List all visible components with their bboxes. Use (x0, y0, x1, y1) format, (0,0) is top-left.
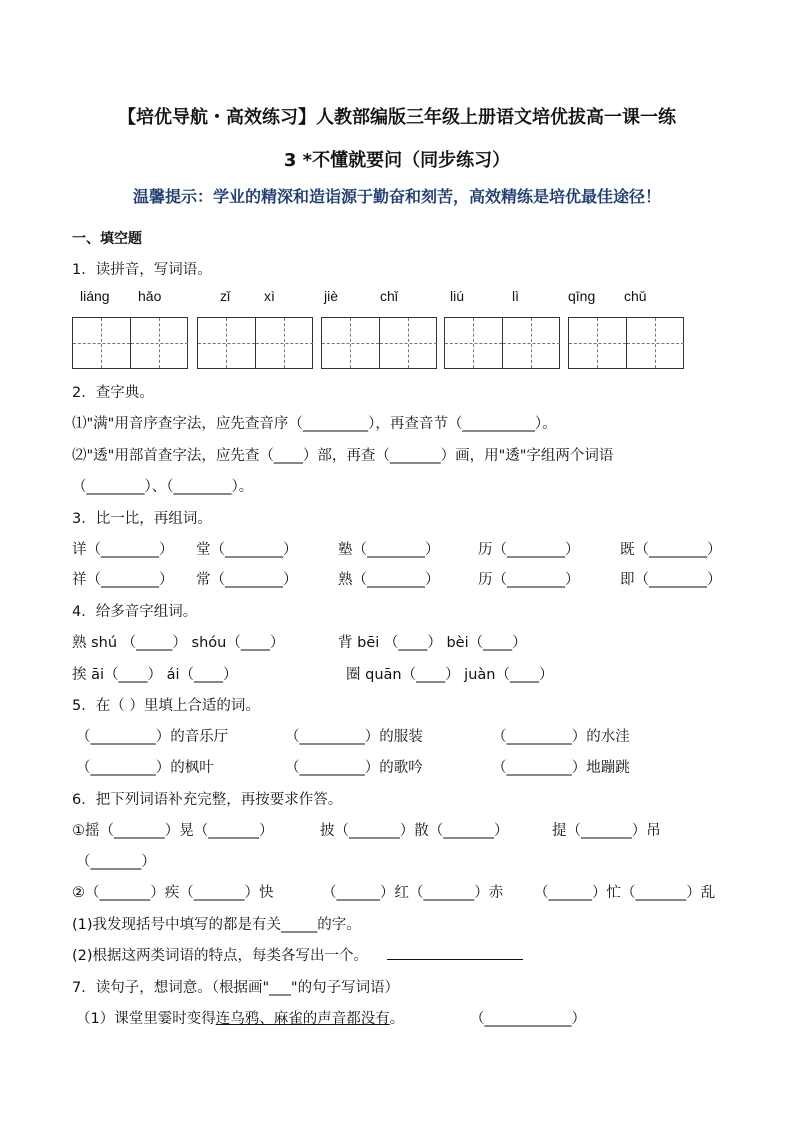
pinyin-label: lì (512, 288, 519, 304)
sentence-prefix: （1）课堂里霎时变得 (76, 1011, 216, 1027)
fill-item: （_________）的音乐厅 (76, 729, 229, 745)
fill-item: （_________）的枫叶 (76, 760, 214, 776)
question-3-prompt: 3．比一比，再组词。 (72, 511, 212, 527)
compare-item: 常（________） (196, 572, 298, 588)
question-4-prompt: 4．给多音字组词。 (72, 604, 198, 620)
question-line: ⑵"透"用部首查字法，应先查（____）部，再查（_______）画，用"透"字组两个词语 (72, 448, 614, 464)
compare-item: 祥（________） (72, 572, 174, 588)
writing-grid[interactable] (321, 317, 437, 369)
sentence-suffix: 。 (389, 1011, 405, 1027)
fill-item: （_________）的服装 (285, 729, 423, 745)
idiom-item: ②（_______）疾（_______）快 (72, 885, 274, 901)
pinyin-label: chǔ (624, 288, 647, 304)
tip-banner: 温馨提示：学业的精深和造诣源于勤奋和刻苦，高效精练是培优最佳途径！ (132, 187, 661, 206)
sub-question (72, 944, 523, 965)
sub-question-text: (2)根据这两类词语的特点，每类各写出一个。 (72, 948, 369, 964)
question-2-prompt: 2．查字典。 (72, 385, 154, 401)
pinyin-label: hǎo (138, 288, 162, 304)
sentence-item (76, 1007, 404, 1028)
writing-grid[interactable] (444, 317, 560, 369)
pinyin-label: liú (450, 288, 465, 304)
compare-item: 堂（________） (196, 542, 298, 558)
idiom-item: （_______） (76, 854, 156, 870)
compare-item: 塾（________） (338, 542, 440, 558)
writing-grid[interactable] (72, 317, 188, 369)
question-line: ⑴"满"用音序查字法，应先查音序（_________），再查音节（__________）。 (72, 416, 557, 432)
idiom-item: 披（_______）散（_______） (320, 823, 509, 839)
compare-item: 历（________） (478, 542, 580, 558)
compare-item: 详（________） (72, 542, 174, 558)
polyphone-item: 挨 āi（____） ái（____） (72, 667, 238, 683)
answer-blank[interactable]: （____________） (470, 1011, 586, 1027)
polyphone-item: 背 bēi （____） bèi（____） (338, 635, 527, 651)
polyphone-item: 圈 quān（____） juàn（____） (346, 667, 554, 683)
question-6-prompt: 6．把下列词语补充完整，再按要求作答。 (72, 792, 343, 808)
sub-question: (1)我发现括号中填写的都是有关_____的字。 (72, 917, 361, 933)
fill-item: （_________）地蹦跳 (492, 760, 630, 776)
writing-grid[interactable] (197, 317, 313, 369)
pinyin-label: chǐ (380, 288, 398, 304)
fill-item: （_________）的水洼 (492, 729, 630, 745)
compare-item: 既（________） (620, 542, 722, 558)
lesson-subtitle: 3 *不懂就要问（同步练习） (283, 150, 511, 171)
idiom-item: 提（_______）吊 (552, 823, 661, 839)
question-7-prompt: 7．读句子，想词意。（根据画"___"的句子写词语） (72, 980, 400, 996)
answer-line[interactable] (387, 945, 523, 960)
pinyin-label: jiè (324, 288, 339, 304)
idiom-item: ①摇（_______）晃（_______） (72, 823, 274, 839)
pinyin-label: xì (264, 288, 275, 304)
compare-item: 即（________） (620, 572, 722, 588)
compare-item: 熟（________） (338, 572, 440, 588)
section-heading: 一、填空题 (72, 231, 142, 247)
pinyin-label: liáng (80, 288, 110, 304)
pinyin-label: zǐ (220, 288, 231, 304)
writing-grid[interactable] (568, 317, 684, 369)
question-1-prompt: 1．读拼音，写词语。 (72, 262, 212, 278)
pinyin-label: qīng (568, 288, 596, 304)
idiom-item: （______）忙（_______）乱 (534, 885, 716, 901)
question-line: （________）、（________）。 (72, 479, 254, 495)
underlined-phrase: 连乌鸦、麻雀的声音都没有 (215, 1011, 390, 1027)
document-title: 【培优导航・高效练习】人教部编版三年级上册语文培优拔高一课一练 (118, 107, 676, 128)
question-5-prompt: 5．在（ ）里填上合适的词。 (72, 698, 260, 714)
compare-item: 历（________） (478, 572, 580, 588)
idiom-item: （______）红（_______）赤 (322, 885, 504, 901)
fill-item: （_________）的歌吟 (285, 760, 423, 776)
polyphone-item: 熟 shú （_____） shóu（____） (72, 635, 285, 651)
